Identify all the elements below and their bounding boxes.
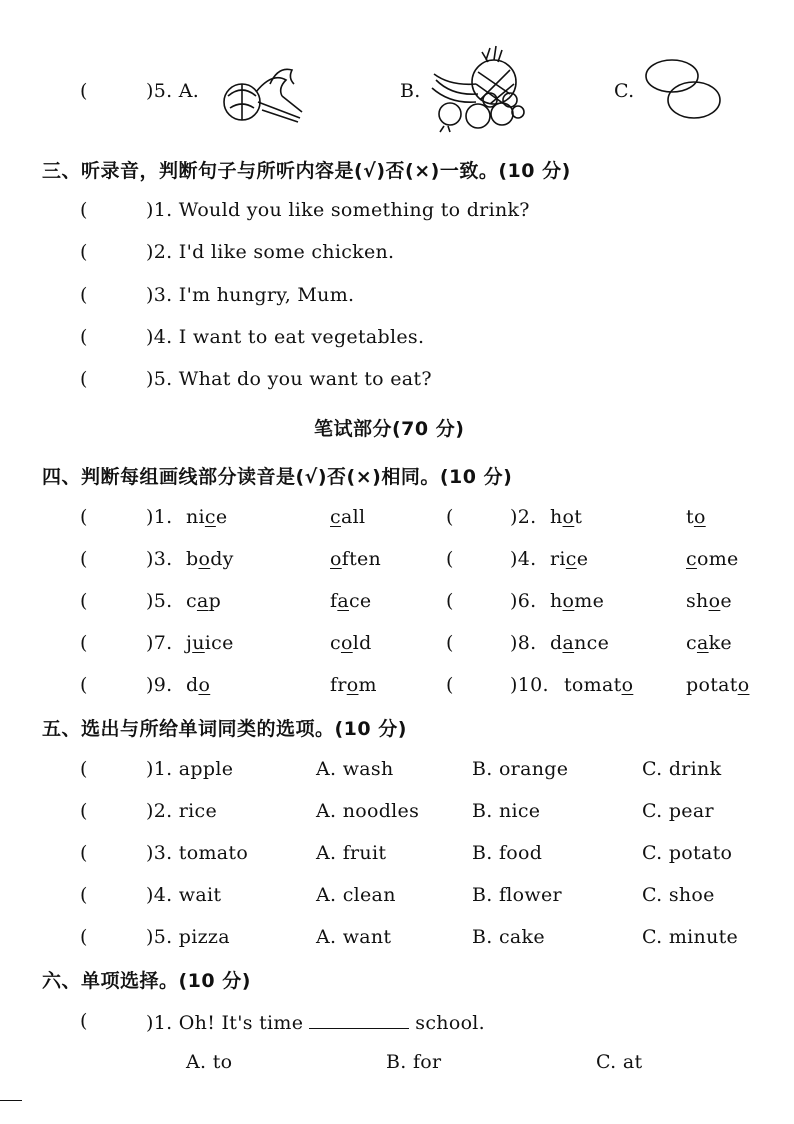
answer-paren[interactable]: (	[80, 800, 88, 822]
underlined-letter: o	[562, 590, 575, 612]
word-part: h	[550, 506, 563, 528]
word-part: b	[186, 548, 199, 570]
answer-paren[interactable]: (	[80, 632, 88, 654]
answer-paren[interactable]: (	[80, 926, 88, 948]
word-part: d	[186, 674, 199, 696]
answer-paren[interactable]: (	[80, 199, 88, 221]
fill-blank[interactable]	[309, 1010, 409, 1029]
word-a	[550, 632, 609, 654]
answer-paren[interactable]: (	[80, 758, 88, 780]
word-part: f	[330, 590, 338, 612]
option-b[interactable]: B. cake	[472, 926, 545, 948]
underlined-letter: c	[686, 548, 697, 570]
word-part: j	[186, 632, 193, 654]
answer-paren[interactable]: (	[80, 674, 88, 696]
underlined-letter: o	[340, 632, 353, 654]
word-part: p	[208, 590, 222, 612]
question-word: )5. pizza	[146, 926, 230, 948]
option-b-label: B.	[400, 80, 421, 102]
underlined-letter: a	[337, 590, 349, 612]
underlined-letter: o	[330, 548, 342, 570]
underlined-letter: c	[565, 548, 577, 570]
underlined-letter: o	[737, 674, 750, 696]
underlined-letter: o	[198, 674, 211, 696]
list-item: )4. I want to eat vegetables.	[146, 326, 425, 348]
underlined-letter: u	[192, 632, 205, 654]
vegetables-icon	[212, 62, 308, 124]
word-part: h	[550, 590, 563, 612]
word-part: sh	[686, 590, 709, 612]
answer-paren[interactable]: (	[80, 548, 88, 570]
word-part: e	[215, 506, 228, 528]
question-word: )3. tomato	[146, 842, 249, 864]
option-c[interactable]: C. at	[596, 1051, 643, 1073]
question-word: )4. wait	[146, 884, 222, 906]
word-b	[330, 632, 372, 654]
word-part: ni	[186, 506, 205, 528]
word-part: t	[686, 506, 694, 528]
option-b[interactable]: B. nice	[472, 800, 541, 822]
word-part: ke	[708, 632, 732, 654]
word-part: ice	[204, 632, 234, 654]
question-number: )2.	[510, 506, 537, 528]
underlined-letter: c	[330, 506, 341, 528]
answer-paren[interactable]: (	[80, 506, 88, 528]
word-a	[186, 590, 221, 612]
word-a	[550, 506, 582, 528]
answer-paren[interactable]: (	[80, 284, 88, 306]
underlined-letter: o	[198, 548, 211, 570]
list-item: )1. Would you like something to drink?	[146, 199, 530, 221]
answer-paren[interactable]: (	[80, 326, 88, 348]
question-stem: )1. Oh! It's time	[146, 1012, 304, 1034]
word-part: ome	[696, 548, 739, 570]
word-part: c	[330, 632, 341, 654]
answer-paren[interactable]: (	[446, 506, 454, 528]
word-part: ce	[348, 590, 372, 612]
question-number: )5. A.	[146, 80, 200, 102]
question-number: )6.	[510, 590, 537, 612]
question-number: )5.	[146, 590, 173, 612]
word-a	[186, 632, 234, 654]
option-a[interactable]: A. clean	[316, 884, 396, 906]
word-b	[686, 506, 706, 528]
option-c[interactable]: C. shoe	[642, 884, 715, 906]
answer-paren[interactable]: (	[446, 590, 454, 612]
question-text	[146, 1010, 485, 1034]
word-part: ften	[341, 548, 382, 570]
underlined-letter: o	[708, 590, 721, 612]
question-number: )1.	[146, 506, 173, 528]
option-c[interactable]: C. drink	[642, 758, 722, 780]
word-a	[550, 590, 604, 612]
answer-paren[interactable]: (	[80, 80, 88, 102]
question-number: )4.	[510, 548, 537, 570]
list-item: )2. I'd like some chicken.	[146, 241, 395, 263]
underlined-letter: a	[562, 632, 575, 654]
word-a	[550, 548, 588, 570]
word-part: d	[550, 632, 563, 654]
section-3-title: 三、听录音，判断句子与所听内容是(√)否(×)一致。(10 分)	[42, 160, 571, 182]
option-b[interactable]: B. for	[386, 1051, 442, 1073]
option-c-label: C.	[614, 80, 635, 102]
word-part: potat	[686, 674, 738, 696]
eggs-icon	[642, 56, 724, 122]
underlined-letter: c	[204, 506, 216, 528]
word-b	[686, 548, 739, 570]
underlined-letter: o	[621, 674, 634, 696]
word-b	[330, 674, 377, 696]
option-a[interactable]: A. wash	[316, 758, 394, 780]
question-number: )7.	[146, 632, 173, 654]
answer-paren[interactable]: (	[80, 842, 88, 864]
question-number: )8.	[510, 632, 537, 654]
question-word: )1. apple	[146, 758, 234, 780]
answer-paren[interactable]: (	[80, 884, 88, 906]
word-part: nce	[574, 632, 610, 654]
option-b[interactable]: B. orange	[472, 758, 569, 780]
section-5-title: 五、选出与所给单词同类的选项。(10 分)	[42, 718, 407, 740]
question-number: )3.	[146, 548, 173, 570]
word-part: fr	[330, 674, 347, 696]
list-item: )3. I'm hungry, Mum.	[146, 284, 355, 306]
answer-paren[interactable]: (	[80, 368, 88, 390]
option-c[interactable]: C. pear	[642, 800, 714, 822]
word-a	[186, 674, 210, 696]
word-part: e	[720, 590, 732, 612]
word-b	[686, 590, 732, 612]
word-b	[686, 674, 749, 696]
option-a[interactable]: A. want	[316, 926, 392, 948]
word-part: t	[574, 506, 583, 528]
word-part: e	[576, 548, 589, 570]
option-c[interactable]: C. potato	[642, 842, 733, 864]
word-part: c	[686, 632, 697, 654]
word-part: ld	[352, 632, 372, 654]
word-b	[330, 506, 365, 528]
answer-paren[interactable]: (	[80, 1010, 88, 1032]
word-part: c	[186, 590, 197, 612]
fruits-icon	[430, 44, 530, 134]
option-a[interactable]: A. noodles	[316, 800, 420, 822]
option-c[interactable]: C. minute	[642, 926, 739, 948]
word-part: dy	[210, 548, 234, 570]
word-part: all	[340, 506, 366, 528]
word-part: tomat	[564, 674, 622, 696]
question-number: )10.	[510, 674, 549, 696]
list-item: )5. What do you want to eat?	[146, 368, 432, 390]
word-part: ri	[550, 548, 566, 570]
underlined-letter: a	[696, 632, 709, 654]
answer-paren[interactable]: (	[80, 241, 88, 263]
word-a	[564, 674, 633, 696]
answer-paren[interactable]: (	[80, 590, 88, 612]
word-part: me	[574, 590, 605, 612]
answer-paren[interactable]: (	[446, 548, 454, 570]
page-edge-mark	[0, 1100, 22, 1101]
underlined-letter: o	[562, 506, 575, 528]
section-6-title: 六、单项选择。(10 分)	[42, 970, 251, 992]
question-tail: school.	[415, 1012, 486, 1034]
option-b[interactable]: B. flower	[472, 884, 562, 906]
question-word: )2. rice	[146, 800, 218, 822]
answer-paren[interactable]: (	[446, 674, 454, 696]
section-4-title: 四、判断每组画线部分读音是(√)否(×)相同。(10 分)	[42, 466, 513, 488]
word-b	[330, 590, 371, 612]
written-part-header: 笔试部分(70 分)	[314, 418, 465, 440]
word-part: m	[358, 674, 377, 696]
question-number: )9.	[146, 674, 173, 696]
word-a	[186, 548, 234, 570]
word-b	[330, 548, 381, 570]
word-b	[686, 632, 732, 654]
word-a	[186, 506, 227, 528]
underlined-letter: a	[196, 590, 209, 612]
underlined-letter: o	[346, 674, 359, 696]
underlined-letter: o	[693, 506, 706, 528]
option-b[interactable]: B. food	[472, 842, 543, 864]
option-a[interactable]: A. to	[186, 1051, 233, 1073]
option-a[interactable]: A. fruit	[316, 842, 387, 864]
answer-paren[interactable]: (	[446, 632, 454, 654]
